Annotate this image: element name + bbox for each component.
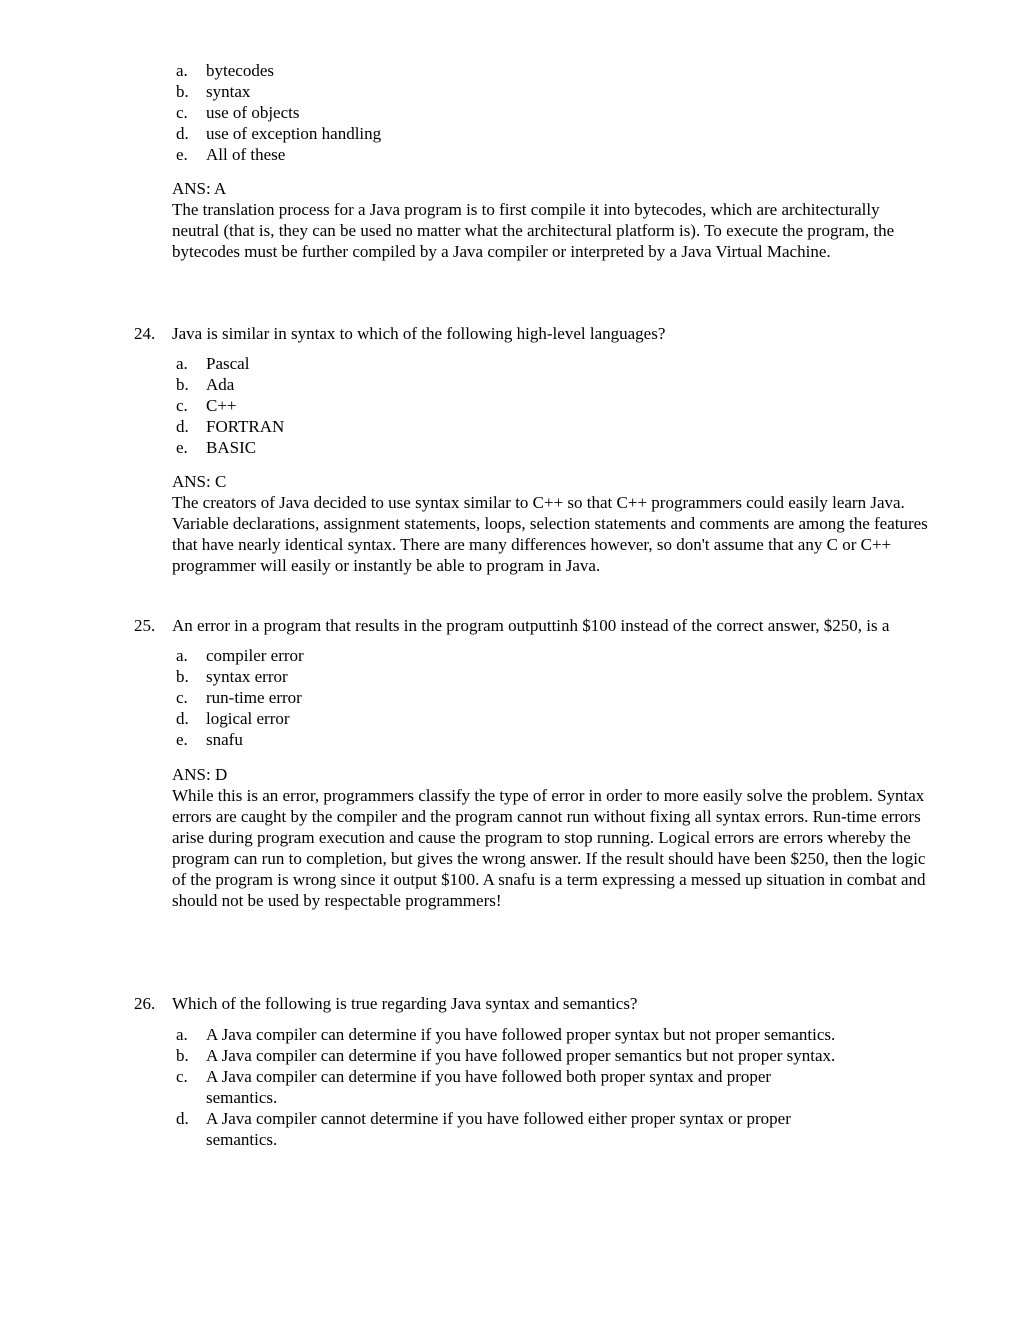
answer-explanation: The translation process for a Java program is to first compile it into bytecodes, which are architecturally neutral (that is, they can be used no matter what the architectural platform is). To execute the program, the bytecodes must be further compiled by a Java compiler or interpreted by a Java Virtual Machine. [172,200,895,261]
option-letter: a. [176,354,188,373]
option-d [0,123,1020,144]
option-text: bytecodes [206,61,274,80]
option-letter: b. [176,1046,189,1065]
option-text: All of these [206,145,286,164]
option-a [0,60,1020,81]
option-b [0,666,1020,687]
option-a [0,1024,1020,1045]
option-c [0,687,1020,708]
option-text: BASIC [206,438,257,457]
option-letter: a. [176,61,188,80]
option-text: A Java compiler can determine if you have followed proper semantics but not proper syntax. [206,1046,836,1065]
option-letter: e. [176,145,188,164]
option-letter: c. [176,103,188,122]
answer-block [172,178,928,262]
option-letter: d. [176,417,189,436]
option-a [0,353,1020,374]
option-c [0,102,1020,123]
option-text: run-time error [206,688,302,707]
question-row [0,993,1020,1014]
option-text: FORTRAN [206,417,285,436]
option-text: C++ [206,396,237,415]
option-text: logical error [206,709,290,728]
option-letter: a. [176,1025,188,1044]
option-letter: b. [176,375,189,394]
question-23 [0,60,1020,262]
option-text: use of exception handling [206,124,382,143]
options-list [0,645,1020,750]
options-list [0,1024,1020,1150]
option-letter: a. [176,646,188,665]
question-text: Java is similar in syntax to which of the following high-level languages? [172,324,666,343]
option-b [0,1045,1020,1066]
option-letter: c. [176,396,188,415]
option-e [0,437,1020,458]
option-e [0,144,1020,165]
option-text: use of objects [206,103,300,122]
option-text: compiler error [206,646,304,665]
option-text: snafu [206,730,243,749]
option-b [0,81,1020,102]
option-letter: b. [176,82,189,101]
option-text: Pascal [206,354,250,373]
option-d [0,1108,1020,1150]
question-number: 25. [134,616,156,635]
option-letter: d. [176,709,189,728]
option-d [0,708,1020,729]
answer-block [172,764,928,911]
question-row [0,323,1020,344]
option-text: syntax [206,82,251,101]
option-e [0,729,1020,750]
option-b [0,374,1020,395]
option-text: Ada [206,375,235,394]
answer-label: ANS: A [172,179,227,198]
option-letter: c. [176,1067,188,1086]
options-list [0,353,1020,458]
question-number: 24. [134,324,156,343]
question-text: Which of the following is true regarding Java syntax and semantics? [172,994,638,1013]
option-text: A Java compiler can determine if you have followed both proper syntax and proper semantics. [206,1067,772,1107]
option-a [0,645,1020,666]
question-text: An error in a program that results in the program outputtinh $100 instead of the correct answer, $250, is a [172,616,890,635]
answer-label: ANS: C [172,472,227,491]
option-letter: e. [176,730,188,749]
question-24 [0,323,1020,576]
option-d [0,416,1020,437]
option-text: A Java compiler can determine if you have followed proper syntax but not proper semantics. [206,1025,836,1044]
answer-block [172,471,928,576]
answer-explanation: The creators of Java decided to use syntax similar to C++ so that C++ programmers could easily learn Java. Variable declarations, assignment statements, loops, selection statements and comments are among the features that have nearly identical syntax. There are many differences however, so don't assume that any C or C++ programmer will easily or instantly be able to program in Java. [172,493,928,575]
option-letter: c. [176,688,188,707]
question-26 [0,993,1020,1150]
option-text: syntax error [206,667,288,686]
option-letter: d. [176,1109,189,1128]
option-letter: e. [176,438,188,457]
question-number: 26. [134,994,156,1013]
options-list [0,60,1020,165]
option-c [0,1066,1020,1108]
option-c [0,395,1020,416]
question-25 [0,615,1020,911]
option-letter: b. [176,667,189,686]
answer-label: ANS: D [172,765,228,784]
question-row [0,615,1020,636]
option-letter: d. [176,124,189,143]
answer-explanation: While this is an error, programmers classify the type of error in order to more easily solve the problem. Syntax errors are caught by the compiler and the program cannot run without fixing all syntax errors. Run-time errors arise during program execution and cause the program to stop running. Logical errors are errors whereby the program can run to completion, but gives the wrong answer. If the result should have been $250, then the logic of the program is wrong since it output $100. A snafu is a term expressing a messed up situation in combat and should not be used by respectable programmers! [172,786,926,910]
option-text: A Java compiler cannot determine if you have followed either proper syntax or proper semantics. [206,1109,791,1149]
